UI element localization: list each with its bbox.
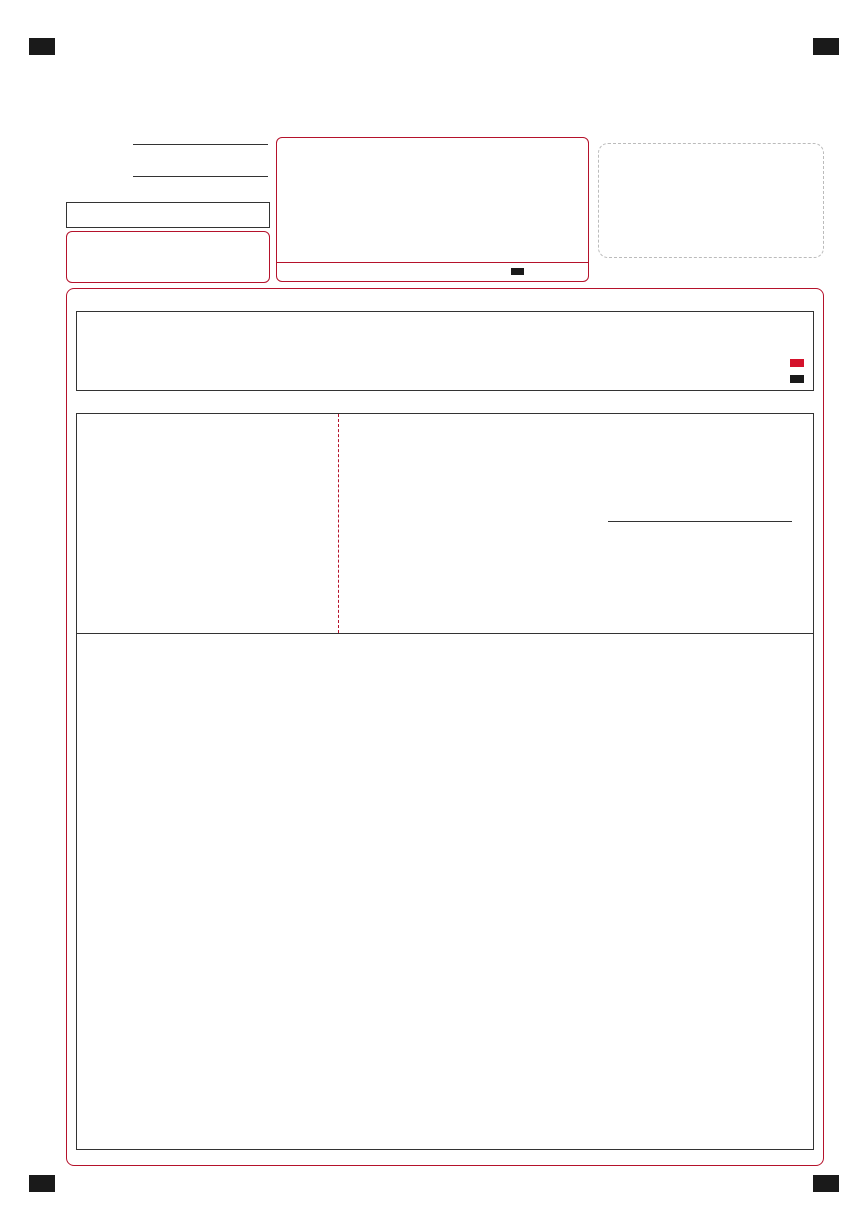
q11-q12-divider [338, 414, 339, 633]
correct-fill-sample [511, 268, 524, 275]
name-field[interactable] [133, 144, 268, 145]
q13-answer-space[interactable] [78, 656, 810, 1146]
corner-mark-top-left [29, 38, 55, 55]
choice-answer-grid [76, 311, 814, 391]
corner-mark-bottom-left [29, 1175, 55, 1192]
corner-mark-top-right [813, 38, 839, 55]
q12-part2-extra-line[interactable] [608, 521, 792, 522]
absent-sticker-area [66, 231, 270, 283]
red-marker [790, 359, 804, 367]
notice-box [276, 137, 589, 282]
black-marker [790, 375, 804, 383]
q13-divider [77, 633, 813, 634]
barcode-area [598, 143, 824, 258]
id-number-boxes[interactable] [66, 202, 270, 228]
corner-mark-bottom-right [813, 1175, 839, 1192]
class-field[interactable] [133, 176, 268, 177]
